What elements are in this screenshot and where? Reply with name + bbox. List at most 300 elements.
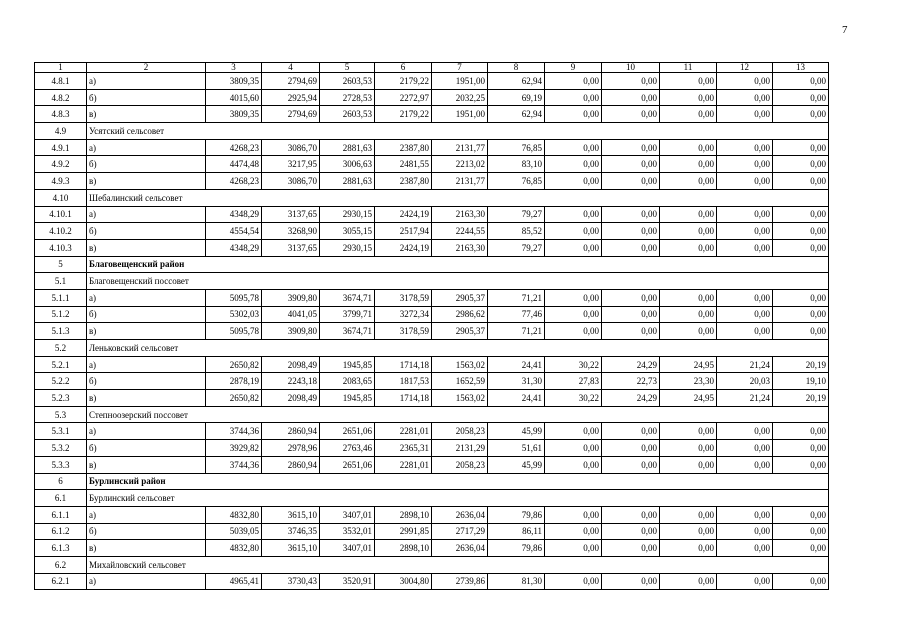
value-cell: 2481,55 [375, 156, 432, 173]
value-cell: 1945,85 [320, 356, 375, 373]
value-cell: 4348,29 [206, 206, 262, 223]
value-cell: 4832,80 [206, 540, 262, 557]
row-number: 5.1.1 [35, 289, 87, 306]
row-number: 4.9 [35, 123, 87, 140]
value-cell: 3178,59 [375, 289, 432, 306]
value-cell: 2991,85 [375, 523, 432, 540]
value-cell: 0,00 [717, 506, 773, 523]
value-cell: 0,00 [660, 156, 717, 173]
section-row [35, 189, 829, 206]
row-label: в) [87, 106, 206, 123]
value-cell: 20,19 [773, 356, 829, 373]
row-number: 5.3.1 [35, 423, 87, 440]
value-cell: 2603,53 [320, 106, 375, 123]
value-cell: 0,00 [660, 106, 717, 123]
table-row [35, 323, 829, 340]
row-number: 6 [35, 473, 87, 490]
row-label: б) [87, 306, 206, 323]
row-number: 5.2 [35, 340, 87, 357]
table-row [35, 456, 829, 473]
value-cell: 0,00 [773, 173, 829, 190]
page-number: 7 [842, 24, 848, 36]
row-number: 6.1.2 [35, 523, 87, 540]
table-row [35, 73, 829, 90]
value-cell: 2517,94 [375, 223, 432, 240]
value-cell: 23,30 [660, 373, 717, 390]
header-cell: 6 [375, 63, 432, 73]
value-cell: 4832,80 [206, 506, 262, 523]
value-cell: 4268,23 [206, 173, 262, 190]
row-label: а) [87, 206, 206, 223]
row-label: а) [87, 289, 206, 306]
row-number: 5.3.3 [35, 456, 87, 473]
row-number: 4.9.2 [35, 156, 87, 173]
value-cell: 21,24 [717, 390, 773, 407]
value-cell: 0,00 [660, 323, 717, 340]
value-cell: 20,19 [773, 390, 829, 407]
section-row [35, 406, 829, 423]
table-row [35, 540, 829, 557]
section-row [35, 556, 829, 573]
row-number: 5.2.1 [35, 356, 87, 373]
value-cell: 2131,77 [432, 139, 488, 156]
row-label: а) [87, 139, 206, 156]
header-cell: 7 [432, 63, 488, 73]
value-cell: 4348,29 [206, 239, 262, 256]
value-cell: 86,11 [488, 523, 545, 540]
value-cell: 0,00 [545, 306, 602, 323]
value-cell: 5095,78 [206, 289, 262, 306]
value-cell: 2179,22 [375, 73, 432, 90]
table-row [35, 156, 829, 173]
row-number: 4.8.2 [35, 89, 87, 106]
value-cell: 4554,54 [206, 223, 262, 240]
row-number: 6.1 [35, 490, 87, 507]
value-cell: 1945,85 [320, 390, 375, 407]
value-cell: 3178,59 [375, 323, 432, 340]
value-cell: 62,94 [488, 106, 545, 123]
value-cell: 0,00 [545, 540, 602, 557]
value-cell: 0,00 [602, 323, 660, 340]
value-cell: 1951,00 [432, 106, 488, 123]
value-cell: 3744,36 [206, 456, 262, 473]
value-cell: 21,24 [717, 356, 773, 373]
row-number: 4.8.3 [35, 106, 87, 123]
value-cell: 2424,19 [375, 206, 432, 223]
value-cell: 22,73 [602, 373, 660, 390]
value-cell: 2905,37 [432, 323, 488, 340]
table-row [35, 106, 829, 123]
table-row [35, 173, 829, 190]
value-cell: 2930,15 [320, 206, 375, 223]
value-cell: 69,19 [488, 89, 545, 106]
value-cell: 0,00 [602, 573, 660, 590]
header-cell: 4 [262, 63, 320, 73]
row-label: а) [87, 73, 206, 90]
value-cell: 2163,30 [432, 206, 488, 223]
value-cell: 1817,53 [375, 373, 432, 390]
value-cell: 4015,60 [206, 89, 262, 106]
value-cell: 0,00 [773, 73, 829, 90]
value-cell: 2098,49 [262, 356, 320, 373]
header-row [35, 63, 829, 73]
value-cell: 2131,77 [432, 173, 488, 190]
value-cell: 2860,94 [262, 456, 320, 473]
value-cell: 0,00 [602, 523, 660, 540]
value-cell: 0,00 [545, 523, 602, 540]
value-cell: 0,00 [545, 323, 602, 340]
value-cell: 2650,82 [206, 390, 262, 407]
value-cell: 0,00 [545, 139, 602, 156]
section-row [35, 340, 829, 357]
value-cell: 0,00 [717, 573, 773, 590]
value-cell: 0,00 [660, 523, 717, 540]
value-cell: 0,00 [773, 306, 829, 323]
value-cell: 85,52 [488, 223, 545, 240]
table-row [35, 356, 829, 373]
value-cell: 31,30 [488, 373, 545, 390]
value-cell: 2387,80 [375, 139, 432, 156]
value-cell: 2925,94 [262, 89, 320, 106]
section-row [35, 490, 829, 507]
value-cell: 5302,03 [206, 306, 262, 323]
value-cell: 0,00 [773, 289, 829, 306]
header-cell: 8 [488, 63, 545, 73]
row-number: 6.2 [35, 556, 87, 573]
value-cell: 3004,80 [375, 573, 432, 590]
value-cell: 0,00 [773, 540, 829, 557]
value-cell: 83,10 [488, 156, 545, 173]
value-cell: 1714,18 [375, 390, 432, 407]
row-label: б) [87, 440, 206, 457]
value-cell: 0,00 [717, 139, 773, 156]
value-cell: 0,00 [602, 239, 660, 256]
value-cell: 4474,48 [206, 156, 262, 173]
value-cell: 3217,95 [262, 156, 320, 173]
value-cell: 2179,22 [375, 106, 432, 123]
value-cell: 2163,30 [432, 239, 488, 256]
value-cell: 0,00 [773, 139, 829, 156]
value-cell: 2898,10 [375, 540, 432, 557]
row-number: 6.1.3 [35, 540, 87, 557]
value-cell: 81,30 [488, 573, 545, 590]
row-label: б) [87, 223, 206, 240]
value-cell: 0,00 [773, 523, 829, 540]
value-cell: 0,00 [660, 173, 717, 190]
value-cell: 19,10 [773, 373, 829, 390]
value-cell: 3137,65 [262, 206, 320, 223]
value-cell: 0,00 [717, 156, 773, 173]
value-cell: 1563,02 [432, 356, 488, 373]
value-cell: 2930,15 [320, 239, 375, 256]
value-cell: 3006,63 [320, 156, 375, 173]
value-cell: 0,00 [773, 206, 829, 223]
value-cell: 3272,34 [375, 306, 432, 323]
row-number: 6.1.1 [35, 506, 87, 523]
value-cell: 0,00 [773, 323, 829, 340]
value-cell: 79,86 [488, 506, 545, 523]
row-number: 5.1.3 [35, 323, 87, 340]
row-label: а) [87, 573, 206, 590]
value-cell: 2717,29 [432, 523, 488, 540]
value-cell: 0,00 [660, 306, 717, 323]
value-cell: 2728,53 [320, 89, 375, 106]
value-cell: 0,00 [717, 73, 773, 90]
value-cell: 30,22 [545, 390, 602, 407]
value-cell: 0,00 [717, 223, 773, 240]
value-cell: 0,00 [545, 573, 602, 590]
value-cell: 79,27 [488, 206, 545, 223]
row-number: 5.2.3 [35, 390, 87, 407]
row-number: 4.10 [35, 189, 87, 206]
value-cell: 0,00 [660, 73, 717, 90]
value-cell: 0,00 [602, 540, 660, 557]
row-label: а) [87, 356, 206, 373]
row-number: 6.2.1 [35, 573, 87, 590]
value-cell: 0,00 [602, 139, 660, 156]
value-cell: 0,00 [773, 506, 829, 523]
value-cell: 0,00 [602, 440, 660, 457]
value-cell: 0,00 [602, 206, 660, 223]
value-cell: 2272,97 [375, 89, 432, 106]
row-label: б) [87, 89, 206, 106]
value-cell: 0,00 [545, 223, 602, 240]
value-cell: 0,00 [545, 506, 602, 523]
header-cell: 5 [320, 63, 375, 73]
value-cell: 3532,01 [320, 523, 375, 540]
value-cell: 71,21 [488, 323, 545, 340]
header-cell: 1 [35, 63, 87, 73]
settlement-name: Усятский сельсовет [87, 123, 829, 140]
value-cell: 0,00 [545, 156, 602, 173]
row-number: 5 [35, 256, 87, 273]
value-cell: 2058,23 [432, 423, 488, 440]
table-row [35, 139, 829, 156]
value-cell: 1652,59 [432, 373, 488, 390]
value-cell: 0,00 [773, 239, 829, 256]
row-label: в) [87, 456, 206, 473]
value-cell: 45,99 [488, 423, 545, 440]
value-cell: 2603,53 [320, 73, 375, 90]
value-cell: 0,00 [717, 456, 773, 473]
table-row [35, 373, 829, 390]
value-cell: 0,00 [660, 540, 717, 557]
settlement-name: Шебалинский сельсовет [87, 189, 829, 206]
value-cell: 3799,71 [320, 306, 375, 323]
row-label: в) [87, 173, 206, 190]
value-cell: 4041,05 [262, 306, 320, 323]
value-cell: 0,00 [545, 456, 602, 473]
district-name: Благовещенский район [87, 256, 829, 273]
value-cell: 2636,04 [432, 506, 488, 523]
value-cell: 0,00 [602, 223, 660, 240]
value-cell: 2083,65 [320, 373, 375, 390]
header-cell: 13 [773, 63, 829, 73]
table-row [35, 206, 829, 223]
section-row [35, 123, 829, 140]
value-cell: 0,00 [773, 456, 829, 473]
value-cell: 3909,80 [262, 289, 320, 306]
row-number: 4.10.1 [35, 206, 87, 223]
value-cell: 30,22 [545, 356, 602, 373]
value-cell: 0,00 [602, 73, 660, 90]
settlement-name: Леньковский сельсовет [87, 340, 829, 357]
table-row [35, 306, 829, 323]
value-cell: 0,00 [660, 239, 717, 256]
value-cell: 24,41 [488, 356, 545, 373]
table-row [35, 573, 829, 590]
row-number: 5.1.2 [35, 306, 87, 323]
value-cell: 3809,35 [206, 106, 262, 123]
value-cell: 3730,43 [262, 573, 320, 590]
value-cell: 0,00 [660, 423, 717, 440]
value-cell: 0,00 [773, 573, 829, 590]
value-cell: 3674,71 [320, 323, 375, 340]
district-row [35, 473, 829, 490]
row-label: в) [87, 323, 206, 340]
value-cell: 2424,19 [375, 239, 432, 256]
value-cell: 79,27 [488, 239, 545, 256]
value-cell: 3086,70 [262, 173, 320, 190]
value-cell: 3674,71 [320, 289, 375, 306]
value-cell: 24,29 [602, 390, 660, 407]
value-cell: 5039,05 [206, 523, 262, 540]
table-row [35, 423, 829, 440]
value-cell: 0,00 [717, 423, 773, 440]
value-cell: 1563,02 [432, 390, 488, 407]
value-cell: 0,00 [602, 156, 660, 173]
table-row [35, 223, 829, 240]
value-cell: 2244,55 [432, 223, 488, 240]
value-cell: 2281,01 [375, 423, 432, 440]
value-cell: 2213,02 [432, 156, 488, 173]
value-cell: 45,99 [488, 456, 545, 473]
value-cell: 2905,37 [432, 289, 488, 306]
header-cell: 9 [545, 63, 602, 73]
row-number: 4.9.1 [35, 139, 87, 156]
row-label: в) [87, 540, 206, 557]
value-cell: 0,00 [660, 456, 717, 473]
row-label: в) [87, 239, 206, 256]
value-cell: 0,00 [660, 506, 717, 523]
row-label: б) [87, 523, 206, 540]
value-cell: 51,61 [488, 440, 545, 457]
value-cell: 0,00 [717, 323, 773, 340]
value-cell: 0,00 [545, 440, 602, 457]
value-cell: 0,00 [773, 156, 829, 173]
value-cell: 3520,91 [320, 573, 375, 590]
header-cell: 12 [717, 63, 773, 73]
table-row [35, 440, 829, 457]
district-row [35, 256, 829, 273]
value-cell: 0,00 [545, 89, 602, 106]
value-cell: 2281,01 [375, 456, 432, 473]
value-cell: 62,94 [488, 73, 545, 90]
value-cell: 0,00 [717, 306, 773, 323]
value-cell: 0,00 [660, 206, 717, 223]
value-cell: 3929,82 [206, 440, 262, 457]
value-cell: 0,00 [545, 239, 602, 256]
value-cell: 24,41 [488, 390, 545, 407]
value-cell: 2986,62 [432, 306, 488, 323]
table-row [35, 289, 829, 306]
value-cell: 0,00 [602, 106, 660, 123]
value-cell: 3744,36 [206, 423, 262, 440]
value-cell: 3407,01 [320, 540, 375, 557]
value-cell: 4965,41 [206, 573, 262, 590]
value-cell: 2651,06 [320, 423, 375, 440]
district-name: Бурлинский район [87, 473, 829, 490]
value-cell: 2650,82 [206, 356, 262, 373]
value-cell: 2878,19 [206, 373, 262, 390]
value-cell: 2763,46 [320, 440, 375, 457]
value-cell: 3086,70 [262, 139, 320, 156]
value-cell: 24,29 [602, 356, 660, 373]
value-cell: 3746,35 [262, 523, 320, 540]
table-row [35, 89, 829, 106]
header-cell: 10 [602, 63, 660, 73]
value-cell: 2636,04 [432, 540, 488, 557]
table-row [35, 523, 829, 540]
value-cell: 0,00 [660, 440, 717, 457]
value-cell: 0,00 [717, 440, 773, 457]
value-cell: 0,00 [545, 173, 602, 190]
value-cell: 3615,10 [262, 506, 320, 523]
value-cell: 3055,15 [320, 223, 375, 240]
value-cell: 0,00 [602, 456, 660, 473]
row-label: б) [87, 373, 206, 390]
row-number: 4.10.3 [35, 239, 87, 256]
value-cell: 2387,80 [375, 173, 432, 190]
value-cell: 0,00 [602, 173, 660, 190]
value-cell: 0,00 [773, 440, 829, 457]
value-cell: 2651,06 [320, 456, 375, 473]
value-cell: 27,83 [545, 373, 602, 390]
table-row [35, 239, 829, 256]
row-number: 4.9.3 [35, 173, 87, 190]
header-cell: 11 [660, 63, 717, 73]
value-cell: 2098,49 [262, 390, 320, 407]
value-cell: 0,00 [545, 106, 602, 123]
settlement-name: Михайловский сельсовет [87, 556, 829, 573]
row-label: б) [87, 156, 206, 173]
table-row [35, 390, 829, 407]
value-cell: 2881,63 [320, 139, 375, 156]
value-cell: 76,85 [488, 173, 545, 190]
value-cell: 2131,29 [432, 440, 488, 457]
value-cell: 2365,31 [375, 440, 432, 457]
value-cell: 2243,18 [262, 373, 320, 390]
value-cell: 0,00 [773, 223, 829, 240]
value-cell: 0,00 [773, 423, 829, 440]
row-label: а) [87, 506, 206, 523]
value-cell: 0,00 [545, 206, 602, 223]
value-cell: 79,86 [488, 540, 545, 557]
row-number: 4.10.2 [35, 223, 87, 240]
value-cell: 3809,35 [206, 73, 262, 90]
header-cell: 2 [87, 63, 206, 73]
value-cell: 4268,23 [206, 139, 262, 156]
value-cell: 0,00 [717, 523, 773, 540]
value-cell: 3909,80 [262, 323, 320, 340]
header-cell: 3 [206, 63, 262, 73]
row-label: в) [87, 390, 206, 407]
value-cell: 71,21 [488, 289, 545, 306]
value-cell: 76,85 [488, 139, 545, 156]
value-cell: 0,00 [660, 89, 717, 106]
value-cell: 77,46 [488, 306, 545, 323]
settlement-name: Благовещенский поссовет [87, 273, 829, 290]
